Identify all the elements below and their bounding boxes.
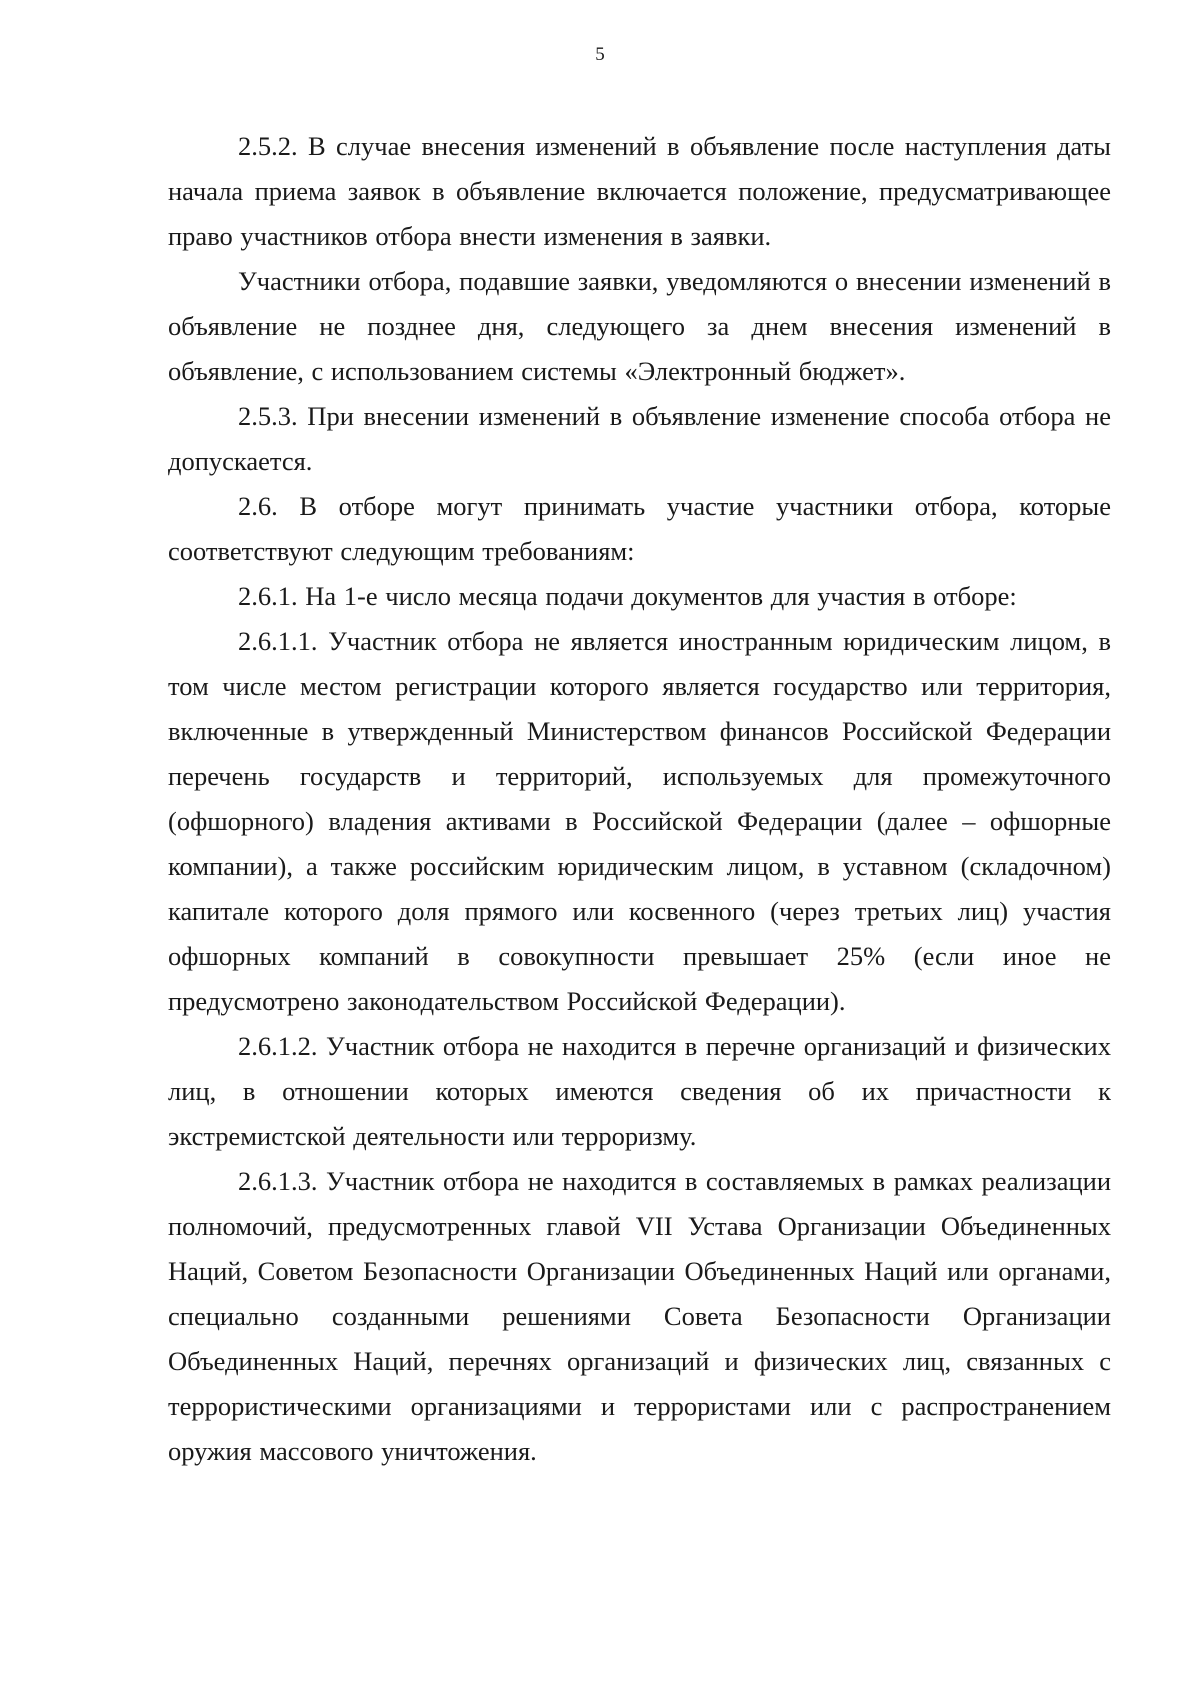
paragraph-2-5-2: 2.5.2. В случае внесения изменений в объявление после наступления даты начала приема заявок в объявление включается положение, предусматривающее право участников отбора внести изменения в заявки. [168,131,1111,251]
paragraph-participants-notification: Участники отбора, подавшие заявки, уведомляются о внесении изменений в объявление не позднее дня, следующего за днем внесения изменений в объявление, с использованием системы «Электронный бюджет». [168,266,1111,386]
page-number: 5 [595,44,605,65]
paragraph-2-5-3: 2.5.3. При внесении изменений в объявление изменение способа отбора не допускается. [168,401,1111,476]
paragraph-2-6-1-3: 2.6.1.3. Участник отбора не находится в составляемых в рамках реализации полномочий, предусмотренных главой VII Устава Организации Объединенных Наций, Советом Безопасности Организации Объединенных Наций или органами, специально созданными решениями Совета Безопасности Организации Объединенных Наций, перечнях организаций и физических лиц, связанных с террористическими организациями и террористами или с распространением оружия массового уничтожения. [168,1166,1111,1466]
paragraph-2-6-1-2: 2.6.1.2. Участник отбора не находится в перечне организаций и физических лиц, в отношении которых имеются сведения об их причастности к экстремистской деятельности или терроризму. [168,1031,1111,1151]
paragraph-2-6: 2.6. В отборе могут принимать участие участники отбора, которые соответствуют следующим требованиям: [168,491,1111,566]
paragraph-2-6-1: 2.6.1. На 1-е число месяца подачи документов для участия в отборе: [238,581,1017,611]
document-body [168,124,1111,1474]
paragraph-2-6-1-1: 2.6.1.1. Участник отбора не является иностранным юридическим лицом, в том числе местом регистрации которого является государство или территория, включенные в утвержденный Министерством финансов Российской Федерации перечень государств и территорий, используемых для промежуточного (офшорного) владения активами в Российской Федерации (далее – офшорные компании), а также российским юридическим лицом, в уставном (складочном) капитале которого доля прямого или косвенного (через третьих лиц) участия офшорных компаний в совокупности превышает 25% (если иное не предусмотрено законодательством Российской Федерации). [168,626,1111,1016]
